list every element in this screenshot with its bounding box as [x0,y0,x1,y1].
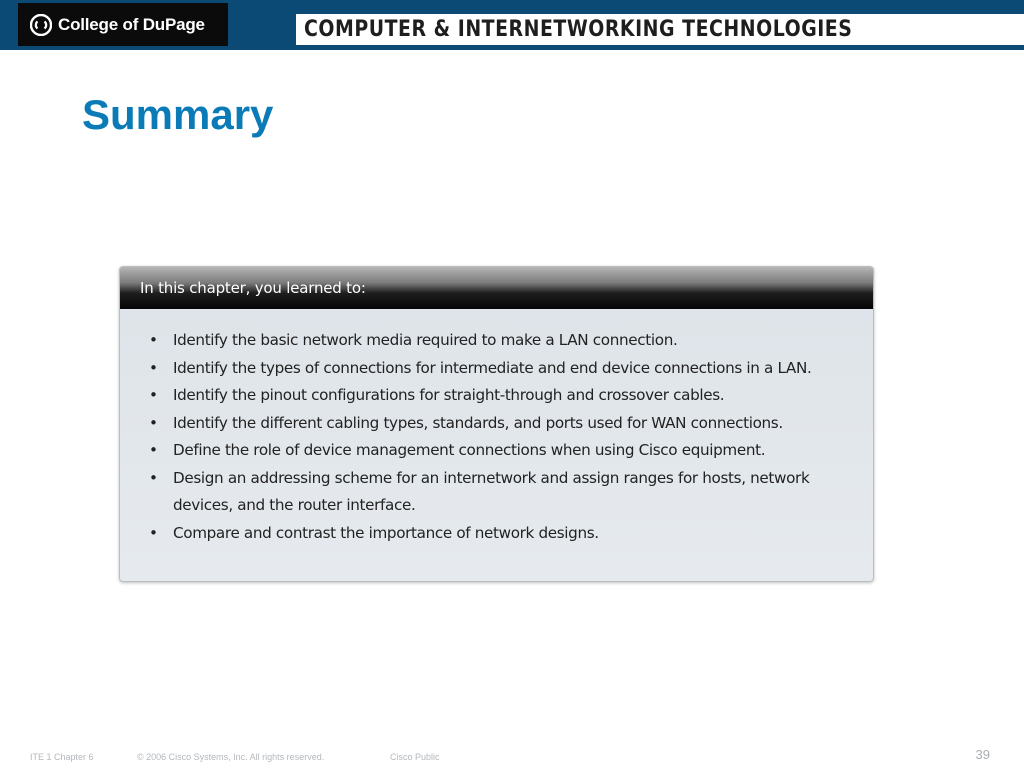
summary-panel [119,266,874,582]
summary-list [120,309,873,547]
bullet-icon: • [149,358,158,377]
footer-chapter: ITE 1 Chapter 6 [30,752,94,762]
dupage-logo-icon [30,14,52,36]
footer-classification: Cisco Public [390,752,440,762]
summary-item-text: Identify the basic network media required to make a LAN connection. [173,331,678,349]
summary-item [149,355,853,383]
summary-item-text: Identify the types of connections for intermediate and end device connections in a LAN. [173,358,812,377]
bullet-icon: • [149,413,158,432]
bullet-icon: • [149,468,158,487]
summary-item [149,465,853,520]
bullet-icon: • [149,386,158,404]
bullet-icon: • [149,523,158,542]
bullet-icon: • [149,331,158,349]
program-banner [296,14,1024,45]
summary-item [149,327,853,355]
summary-item [149,520,853,548]
summary-item-text: Identify the different cabling types, standards, and ports used for WAN connections. [173,413,783,432]
summary-item [149,382,853,410]
panel-header [120,267,873,309]
summary-item-text: Define the role of device management connections when using Cisco equipment. [173,441,766,459]
summary-item-text: Identify the pinout configurations for straight-through and crossover cables. [173,386,725,404]
college-logo[interactable] [18,3,228,46]
summary-item-text: Design an addressing scheme for an internetwork and assign ranges for hosts, network devices, and the router interface. [173,468,810,514]
panel-header-text: In this chapter, you learned to: [140,279,366,297]
banner-text: COMPUTER & INTERNETWORKING TECHNOLOGIES [304,17,853,42]
header-bar [0,0,1024,50]
footer-copyright: © 2006 Cisco Systems, Inc. All rights reserved. [137,752,325,762]
logo-text: College of DuPage [58,14,205,34]
page-number: 39 [975,747,990,762]
summary-item [149,410,853,438]
slide-title: Summary [82,91,274,138]
bullet-icon: • [149,441,158,459]
summary-item-text: Compare and contrast the importance of network designs. [173,523,599,542]
summary-item [149,437,853,465]
